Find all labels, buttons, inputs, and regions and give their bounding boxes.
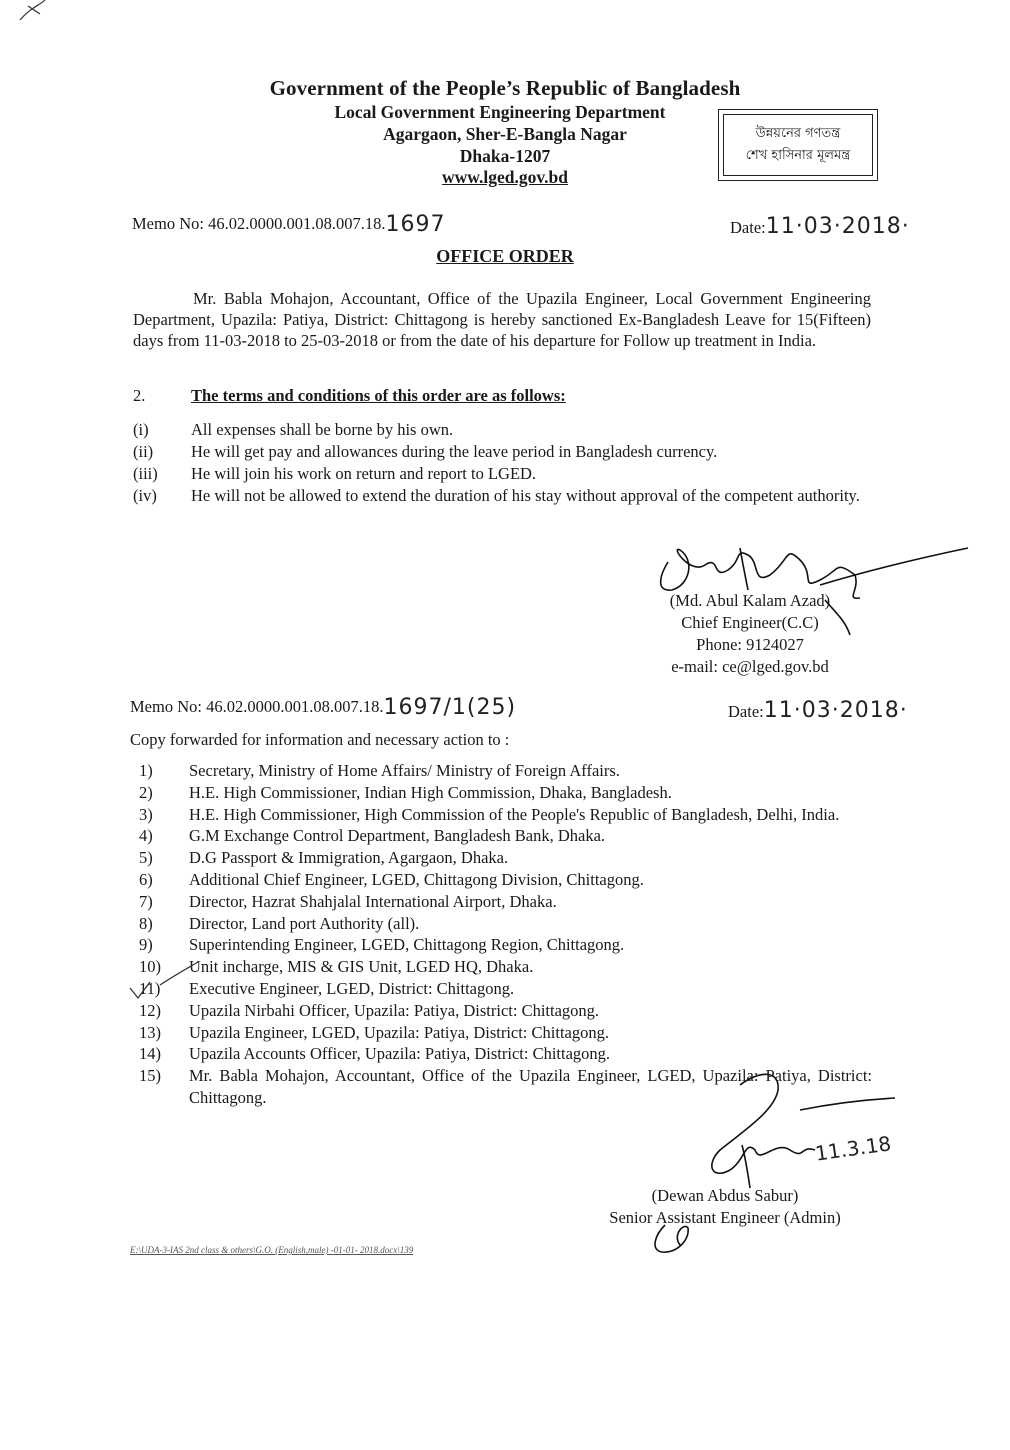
- copy-forwarded-line: Copy forwarded for information and necessary action to :: [130, 730, 510, 749]
- list-item: 5) D.G Passport & Immigration, Agargaon, Dhaka.: [139, 848, 509, 868]
- term-number: (ii): [133, 442, 154, 461]
- order-body-paragraph: Mr. Babla Mohajon, Accountant, Office of the Upazila Engineer, Local Government Engineering Department, Upazila: Patiya, District: Chittagong is hereby sanctioned Ex-Bangladesh Leave for 15(Fifteen) days from 11-03-2018 to 25-03-2018 or from the date of his departure for Follow up treatment in India.: [133, 289, 871, 350]
- slogan-line-1: উন্নয়নের গণতন্ত্র: [755, 126, 841, 141]
- list-item: 4) G.M Exchange Control Department, Bangladesh Bank, Dhaka.: [139, 826, 606, 846]
- list-item: 2) H.E. High Commissioner, Indian High Commission, Dhaka, Bangladesh.: [139, 782, 672, 802]
- office-order-title: OFFICE ORDER: [436, 246, 574, 266]
- department-name: Local Government Engineering Department: [334, 102, 666, 122]
- handwritten-signature-date: 11.3.18: [813, 1131, 893, 1166]
- senior-assistant-engineer-signature: [655, 1074, 895, 1252]
- memo-label: Memo No: 46.02.0000.001.08.007.18.: [132, 214, 386, 233]
- terms-heading: The terms and conditions of this order are as follows:: [191, 386, 566, 405]
- memo-label: Memo No: 46.02.0000.001.08.007.18.: [130, 697, 384, 716]
- signatory-email: e-mail: ce@lged.gov.bd: [671, 657, 829, 676]
- signatory-name: (Dewan Abdus Sabur): [651, 1186, 799, 1205]
- term-text: He will join his work on return and report to LGED.: [191, 464, 537, 483]
- signatory-title: Chief Engineer(C.C): [681, 613, 819, 632]
- date-label: Date:: [728, 702, 764, 721]
- list-item: 12) Upazila Nirbahi Officer, Upazila: Patiya, District: Chittagong.: [139, 1000, 600, 1020]
- handwritten-memo-number: 1697/1(25): [383, 695, 517, 720]
- tick-mark: [130, 982, 150, 998]
- handwritten-memo-number: 1697: [385, 212, 446, 237]
- list-item: 15) Mr. Babla Mohajon, Accountant, Office of the Upazila Engineer, LGED, Upazila: Patiya, District: Chittagong.: [139, 1066, 872, 1107]
- signatory-phone: Phone: 9124027: [696, 635, 804, 654]
- list-item: 13) Upazila Engineer, LGED, Upazila: Patiya, District: Chittagong.: [139, 1022, 609, 1042]
- list-item: 8) Director, Land port Authority (all).: [139, 913, 420, 933]
- term-number: (iv): [133, 486, 157, 505]
- signatory-name: (Md. Abul Kalam Azad): [669, 591, 831, 610]
- list-item: 1) Secretary, Ministry of Home Affairs/ Ministry of Foreign Affairs.: [139, 761, 620, 780]
- handwritten-date: 11·03·2018·: [763, 698, 908, 723]
- corner-scribble: [20, 0, 45, 20]
- handwritten-date: 11·03·2018·: [765, 214, 910, 239]
- term-number: (i): [133, 420, 149, 439]
- signatory-title: Senior Assistant Engineer (Admin): [609, 1208, 841, 1227]
- list-item: 6) Additional Chief Engineer, LGED, Chittagong Division, Chittagong.: [139, 869, 644, 889]
- list-item: 3) H.E. High Commissioner, High Commission of the People's Republic of Bangladesh, Delhi, India.: [139, 804, 840, 824]
- term-text: All expenses shall be borne by his own.: [191, 420, 454, 439]
- website-link[interactable]: www.lged.gov.bd: [442, 167, 568, 187]
- chief-engineer-signature: [661, 548, 968, 635]
- term-number: (iii): [133, 464, 158, 483]
- tick-mark: [160, 962, 198, 985]
- list-item: 10) Unit incharge, MIS & GIS Unit, LGED HQ, Dhaka.: [139, 957, 534, 977]
- list-item: 14) Upazila Accounts Officer, Upazila: Patiya, District: Chittagong.: [139, 1044, 611, 1064]
- list-item: 11) Executive Engineer, LGED, District: Chittagong.: [139, 978, 515, 998]
- slogan-line-2: শেখ হাসিনার মূলমন্ত্র: [745, 148, 851, 163]
- term-text: He will not be allowed to extend the duration of his stay without approval of the competent authority.: [191, 486, 860, 505]
- term-text: He will get pay and allowances during the leave period in Bangladesh currency.: [191, 442, 718, 461]
- address-line: Agargaon, Sher-E-Bangla Nagar: [383, 124, 627, 144]
- city-line: Dhaka-1207: [459, 146, 551, 166]
- terms-number: 2.: [133, 386, 146, 405]
- list-item: 9) Superintending Engineer, LGED, Chittagong Region, Chittagong.: [139, 935, 625, 955]
- date-label: Date:: [730, 218, 766, 237]
- list-item: 7) Director, Hazrat Shahjalal International Airport, Dhaka.: [139, 891, 557, 911]
- file-path-footer: E:\UDA-3-IAS 2nd class & others\G.O. (English,male) -01-01- 2018.docx\139: [130, 1245, 414, 1255]
- government-title: Government of the People’s Republic of Bangladesh: [269, 76, 741, 100]
